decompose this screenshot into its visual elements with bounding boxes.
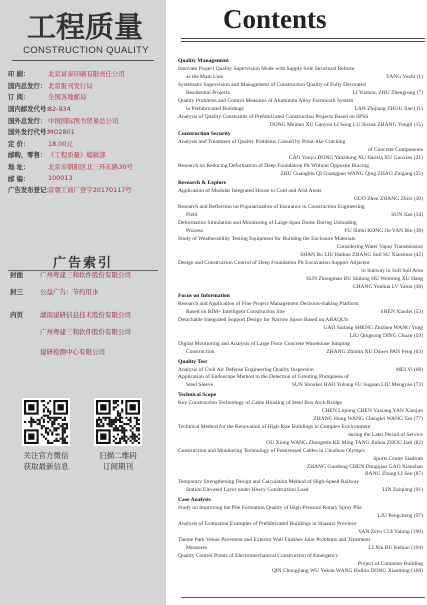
wechat-qr-caption: 关注官方微信 获取最新信息 bbox=[23, 451, 69, 471]
toc-entry-line[interactable] bbox=[178, 228, 423, 235]
contents-rule-thin bbox=[181, 41, 425, 42]
ad-index-item bbox=[10, 310, 131, 319]
info-value: 京朝工商广登字20170117号 bbox=[48, 186, 132, 195]
toc-entry-line[interactable] bbox=[178, 317, 423, 324]
toc-entry-line[interactable] bbox=[178, 284, 423, 291]
toc-entry-line[interactable] bbox=[178, 276, 423, 283]
toc-entry-line[interactable] bbox=[178, 521, 423, 528]
entry-text: GUO Zhen ZHANG Zhixi (30) bbox=[353, 196, 423, 203]
page-ref: FU Shihu KONG Jie YAN Bin (38) bbox=[344, 228, 423, 235]
info-row bbox=[8, 80, 164, 92]
info-row bbox=[8, 114, 164, 126]
entry-text: Considering Water Vapor Transmission bbox=[336, 244, 423, 251]
page-ref: LI Yuzhou, ZHU Zhengrong (7) bbox=[352, 89, 423, 96]
entry-text: Deformation Simulation and Monitoring of Large-Span Dome During Unloading bbox=[178, 220, 357, 227]
toc-section-heading bbox=[178, 497, 423, 504]
section-label: Quality Test bbox=[178, 358, 208, 365]
entry-text: Field bbox=[186, 212, 198, 219]
toc-entry-line[interactable] bbox=[178, 408, 423, 415]
entry-text: SUN Zhongmao BU Shilong HU Weiming XU Hang bbox=[306, 275, 423, 282]
ad-advertiser: 建研检测中心有限公司 bbox=[40, 348, 105, 356]
entry-text: Theme Park Venue Pavement and Exterior Wall Finishes Joint Problems and Treatment bbox=[178, 536, 370, 543]
ad-position: 封三 bbox=[10, 288, 23, 296]
toc-entry-line[interactable] bbox=[178, 561, 423, 568]
entry-text: Study on Improving the Pile Formation Quality of High-Pressure Rotary Spray Pile bbox=[178, 504, 362, 511]
page-ref: LIN Zaiqiang (91) bbox=[382, 487, 423, 494]
ad-position bbox=[10, 347, 40, 356]
info-label: 广告发布登记： bbox=[8, 186, 53, 195]
entry-text: GAO Sailang SHENG Zhizhen WANG Yong bbox=[323, 325, 423, 332]
info-label: 定 价： bbox=[8, 139, 30, 148]
toc-entry-line[interactable] bbox=[178, 122, 423, 129]
entry-text: Research and Reflection on Popularization of Insurance in Construction Engineering bbox=[178, 204, 365, 211]
entry-text: of Concrete Components bbox=[368, 147, 423, 154]
info-value: 北京报刊发行局 bbox=[48, 81, 93, 90]
toc-entry-line[interactable] bbox=[178, 568, 423, 575]
entry-text: Residential Projects bbox=[186, 89, 230, 96]
entry-text: Study of Weatherability Testing Equipment for Building the Enclosure Materials bbox=[178, 236, 356, 243]
entry-text: CHEN Liqiong CHEN Yuxiang YAN Xiaojun bbox=[321, 407, 423, 414]
ad-index-item bbox=[10, 327, 131, 336]
toc-entry-line[interactable] bbox=[178, 424, 423, 431]
info-label: 邮购、零售： bbox=[8, 151, 47, 160]
toc-entry-line[interactable] bbox=[178, 196, 423, 203]
entry-text: Station Elevated Layer under Heavy Construction Load bbox=[186, 487, 309, 494]
toc-entry-line[interactable] bbox=[178, 82, 423, 89]
entry-text: in Prefabricated Buildings bbox=[186, 105, 244, 112]
entry-text: Temporary Strengthening Design and Calculation Method of High-Speed Railway bbox=[178, 479, 360, 486]
toc-section-heading bbox=[178, 180, 423, 187]
toc-entry-line[interactable] bbox=[178, 349, 423, 356]
section-label: Research & Explore bbox=[178, 180, 227, 187]
entry-text: QIN Chongjiang WU Yukun WANG Huibin DONG Xiaoming (108) bbox=[271, 568, 423, 575]
wechat-qr-code[interactable] bbox=[22, 398, 70, 446]
entry-text: Analysis of Civil Air Defense Engineering Quality Inspection bbox=[178, 366, 314, 373]
toc-entry-line[interactable] bbox=[178, 220, 423, 227]
section-label: Construction Security bbox=[178, 131, 231, 138]
toc-entry-line[interactable] bbox=[178, 448, 423, 455]
entry-text: ZHANG Hong WANG Chenglei WANG Tao (77) bbox=[313, 415, 423, 422]
toc-entry-line[interactable] bbox=[178, 260, 423, 267]
toc-entry-line[interactable] bbox=[178, 479, 423, 486]
info-value: 《工程质量》编辑部 bbox=[48, 151, 106, 160]
toc-entry-line[interactable] bbox=[178, 440, 423, 447]
entry-text: Quality Problems and Control Measures of Aluminum Alloy Formwork System bbox=[178, 97, 354, 104]
toc-entry-line[interactable] bbox=[178, 432, 423, 439]
entry-text: Sports Center Stadium bbox=[373, 455, 423, 462]
toc-entry-line[interactable] bbox=[178, 374, 423, 381]
ad-advertiser: 广州粤建三和软件股份有限公司 bbox=[40, 271, 131, 279]
info-label: 邮 编： bbox=[8, 174, 30, 183]
info-row bbox=[8, 103, 164, 115]
toc-entry-line[interactable] bbox=[178, 341, 423, 348]
entry-text: Technical Method for the Renovation of High-Rise Buildings in Complex Environment bbox=[178, 423, 371, 430]
toc-entry-line[interactable] bbox=[178, 367, 423, 374]
entry-text: Application of Modular Integrated House in Cold and Arid Areas bbox=[178, 188, 322, 195]
entry-text: Project of Container Building bbox=[357, 560, 423, 567]
ad-position: 内页 bbox=[10, 311, 23, 319]
toc-entry-line[interactable] bbox=[178, 106, 423, 113]
entry-text: DONG Meimei XU Ganyou LI Song LU Jinxue ZHANG Yongli (15) bbox=[269, 121, 423, 128]
ad-position: 封面 bbox=[10, 271, 23, 279]
entry-text: SHAN Bo LIU Haibao ZHANG Suli SU Xiaoshuo (42) bbox=[300, 252, 423, 258]
toc-entry-line[interactable] bbox=[178, 268, 423, 275]
entry-text: Quality Control Points of Electromechanical Construction of Emergency bbox=[178, 552, 339, 559]
page-ref: LI Xin BU Kehiao (104) bbox=[368, 544, 423, 551]
entry-text: LIU Qingsong DING Chuan (59) bbox=[349, 333, 423, 340]
bottom-rule bbox=[181, 597, 425, 598]
entry-text: Analysis of Evaluation Examples of Prefabricated Buildings in Shaanxi Province bbox=[178, 520, 357, 527]
info-label: 订 阅： bbox=[8, 93, 30, 102]
info-row bbox=[8, 172, 164, 184]
toc-entry-line[interactable] bbox=[178, 400, 423, 407]
entry-text: Research on Reducing Deformation of Deep Foundation Pit Without Opposite Bracing bbox=[178, 162, 369, 169]
toc-entry-line[interactable] bbox=[178, 301, 423, 308]
contents-title: Contents bbox=[223, 4, 327, 34]
toc-entry-line[interactable] bbox=[178, 309, 423, 316]
page-ref: SUN Jian (34) bbox=[391, 212, 423, 219]
toc-entry-line[interactable] bbox=[178, 505, 423, 512]
entry-text: Innovate Project Quality Supervision Mode with Supply Side Structural Reform bbox=[178, 65, 355, 72]
info-row bbox=[8, 184, 164, 196]
masthead-divider bbox=[12, 60, 154, 61]
toc-section-heading bbox=[178, 392, 423, 399]
toc-entry-line[interactable] bbox=[178, 163, 423, 170]
entry-text: LIU Pengcheng (97) bbox=[377, 512, 423, 519]
toc-section-heading bbox=[178, 58, 423, 65]
toc-entry-line[interactable] bbox=[178, 74, 423, 81]
info-value: 18.00元 bbox=[48, 139, 73, 148]
page-ref: SHEN Xiaolei (53) bbox=[380, 309, 423, 316]
info-label: 国外总发行： bbox=[8, 116, 47, 125]
ad-advertiser: 广州粤建三和软件股份有限公司 bbox=[40, 328, 131, 336]
entry-text: Based on BIM+ Intelligent Construction Site bbox=[186, 309, 285, 316]
toc-entry-line[interactable] bbox=[178, 139, 423, 146]
info-value: 北京市朝阳区北三环东路30号 bbox=[48, 163, 133, 172]
page-ref: SUN Shoukei HAO Yuhang FU Suguan LIU Mengyao (73) bbox=[291, 382, 423, 389]
toc-entry-line[interactable] bbox=[178, 545, 423, 552]
info-row bbox=[8, 161, 164, 173]
info-value: MO2801 bbox=[48, 127, 75, 136]
toc-section-heading bbox=[178, 131, 423, 138]
page-ref: LAN Zhijiang ZHOU Jian (11) bbox=[354, 105, 423, 112]
entry-text: Design and Construction Control of Deep Foundation Pit Excavation Support Adjacent bbox=[178, 259, 370, 266]
entry-text: Construction and Monitoring Technology of Prestressed Cables in Chuzhou Olympic bbox=[178, 447, 366, 454]
section-label: Focus on Information bbox=[178, 293, 230, 300]
entry-text: Measures bbox=[186, 544, 208, 551]
entry-text: Detachable Integrated Support Design for Narrow Space Based on ABAQUS bbox=[178, 317, 348, 324]
entry-text: Steel Sleeve bbox=[186, 382, 214, 389]
ad-index-item bbox=[10, 270, 131, 279]
entry-text: YAN Zeyu CUI Yalong (100) bbox=[358, 528, 423, 535]
toc-entry-line[interactable] bbox=[178, 188, 423, 195]
toc-entry-line[interactable] bbox=[178, 236, 423, 243]
toc-section-heading bbox=[178, 359, 423, 366]
toc-entry-line[interactable] bbox=[178, 90, 423, 97]
toc-entry-line[interactable] bbox=[178, 252, 423, 259]
section-label: Quality Management bbox=[178, 58, 229, 64]
toc-entry-line[interactable] bbox=[178, 513, 423, 520]
ad-advertiser: 公益广告：节约用水 bbox=[40, 288, 99, 296]
info-value: 中国国际图书贸易总公司 bbox=[48, 116, 119, 125]
info-row bbox=[8, 138, 164, 150]
masthead-title-en: CONSTRUCTION QUALITY bbox=[23, 45, 149, 56]
entry-text: Systematic Supervision and Management of Construction Quality of Fully Decorated bbox=[178, 81, 366, 88]
toc-entry-line[interactable] bbox=[178, 471, 423, 478]
info-value: 北京富泰印刷有限责任公司 bbox=[48, 70, 125, 79]
toc-entry-line[interactable] bbox=[178, 382, 423, 389]
entry-text: Process bbox=[186, 228, 203, 235]
info-row bbox=[8, 126, 164, 138]
entry-text: Application of Endoscope Method in the Detection of Grouting Plumpness of bbox=[178, 374, 349, 381]
entry-text: Digital Monitoring and Analysis of Large Floor Concrete Warehouse Jumping bbox=[178, 341, 350, 348]
toc-entry-line[interactable] bbox=[178, 171, 423, 178]
info-label: 国内邮发代号： bbox=[8, 105, 53, 114]
entry-text: as the Main Line bbox=[186, 73, 224, 80]
ad-index-item bbox=[10, 347, 105, 356]
toc-entry-line[interactable] bbox=[178, 456, 423, 463]
info-row bbox=[8, 149, 164, 161]
toc-entry-line[interactable] bbox=[178, 464, 423, 471]
page-ref: ZHANG Zhimin XU Dawei PAN Feng (63) bbox=[326, 349, 423, 355]
entry-text: Key Construction Technology of Cable Hoisting of Steel Box Arch Bridge bbox=[178, 399, 342, 406]
publication-info bbox=[8, 68, 164, 196]
contents-rule bbox=[181, 38, 425, 39]
toc-entry-line[interactable] bbox=[178, 333, 423, 340]
entry-text: to Subway in Soft Soil Area bbox=[361, 267, 423, 274]
ad-index-title: 广告索引 bbox=[52, 256, 113, 271]
toc-entry-line[interactable] bbox=[178, 553, 423, 560]
info-row bbox=[8, 91, 164, 103]
page-ref: MEI Yi (68) bbox=[396, 366, 423, 373]
info-value: 全国各地邮局 bbox=[48, 93, 87, 102]
entry-text: JIANG Zhong LI Sen (87) bbox=[364, 471, 423, 478]
info-label: 印 刷： bbox=[8, 70, 30, 79]
entry-text: Analysis of Quality Constraints of Prefabricated Construction Projects Based on SPSS bbox=[178, 113, 369, 120]
entry-text: CAO Yunyu DONG Yanzhong XU Jiaoxia XU Guoxiao (21) bbox=[288, 155, 423, 161]
toc-entry-line[interactable] bbox=[178, 416, 423, 423]
subscribe-qr-code[interactable] bbox=[94, 398, 142, 446]
entry-text: CHANG Yunhua LV Yalou (48) bbox=[352, 283, 423, 290]
ad-index-item bbox=[10, 287, 99, 296]
section-label: Technical Scope bbox=[178, 391, 217, 398]
ad-advertiser: 湖南建研信息技术股份有限公司 bbox=[40, 311, 131, 319]
info-value: 100013 bbox=[48, 174, 73, 183]
ad-position bbox=[10, 327, 40, 336]
toc-entry-line[interactable] bbox=[178, 212, 423, 219]
toc-entry-line[interactable] bbox=[178, 114, 423, 121]
entry-text: Research and Application of Fine Project Management Decision-making Platform bbox=[178, 301, 359, 308]
toc-entry-line[interactable] bbox=[178, 147, 423, 154]
entry-text: Construction bbox=[186, 349, 215, 355]
info-label: 地 址： bbox=[8, 163, 30, 172]
info-value: 82-934 bbox=[48, 104, 71, 113]
page-ref: YANG Yuzhi (1) bbox=[385, 73, 423, 80]
entry-text: ZHANG Guodong CHEN Dongqiao GAO Xianzhan bbox=[306, 463, 423, 470]
info-label: 国内总发行： bbox=[8, 81, 47, 90]
entry-text: ZHU Guangbin QI Guangpan WANG Qing ZHAO Zhigang (25) bbox=[280, 170, 423, 177]
toc-section-heading bbox=[178, 293, 423, 300]
toc-entry-line[interactable] bbox=[178, 204, 423, 211]
toc-entry-line[interactable] bbox=[178, 529, 423, 536]
info-label: 国外发行代号： bbox=[8, 128, 53, 137]
entry-text: OU Xiong WANG Zhongmin KE Ming TANG Jinhua ZHOU Jiali (82) bbox=[266, 439, 423, 446]
toc-entry-line[interactable] bbox=[178, 325, 423, 332]
section-label: Case Analysis bbox=[178, 496, 211, 503]
toc-entry-line[interactable] bbox=[178, 155, 423, 162]
toc-entry-line[interactable] bbox=[178, 537, 423, 544]
entry-text: Analysis and Treatment of Quality Problems Caused by Point-like Cracking bbox=[178, 139, 346, 146]
toc-entry-line[interactable] bbox=[178, 66, 423, 73]
masthead-title-cn: 工程质量 bbox=[26, 10, 143, 44]
subscribe-qr-caption: 扫描二维码 订阅期刊 bbox=[99, 451, 137, 471]
toc-entry-line[interactable] bbox=[178, 487, 423, 494]
toc-entry-line[interactable] bbox=[178, 244, 423, 251]
info-row bbox=[8, 68, 164, 80]
toc-entry-line[interactable] bbox=[178, 98, 423, 105]
entry-text: during the Later Period of Service bbox=[348, 431, 423, 438]
